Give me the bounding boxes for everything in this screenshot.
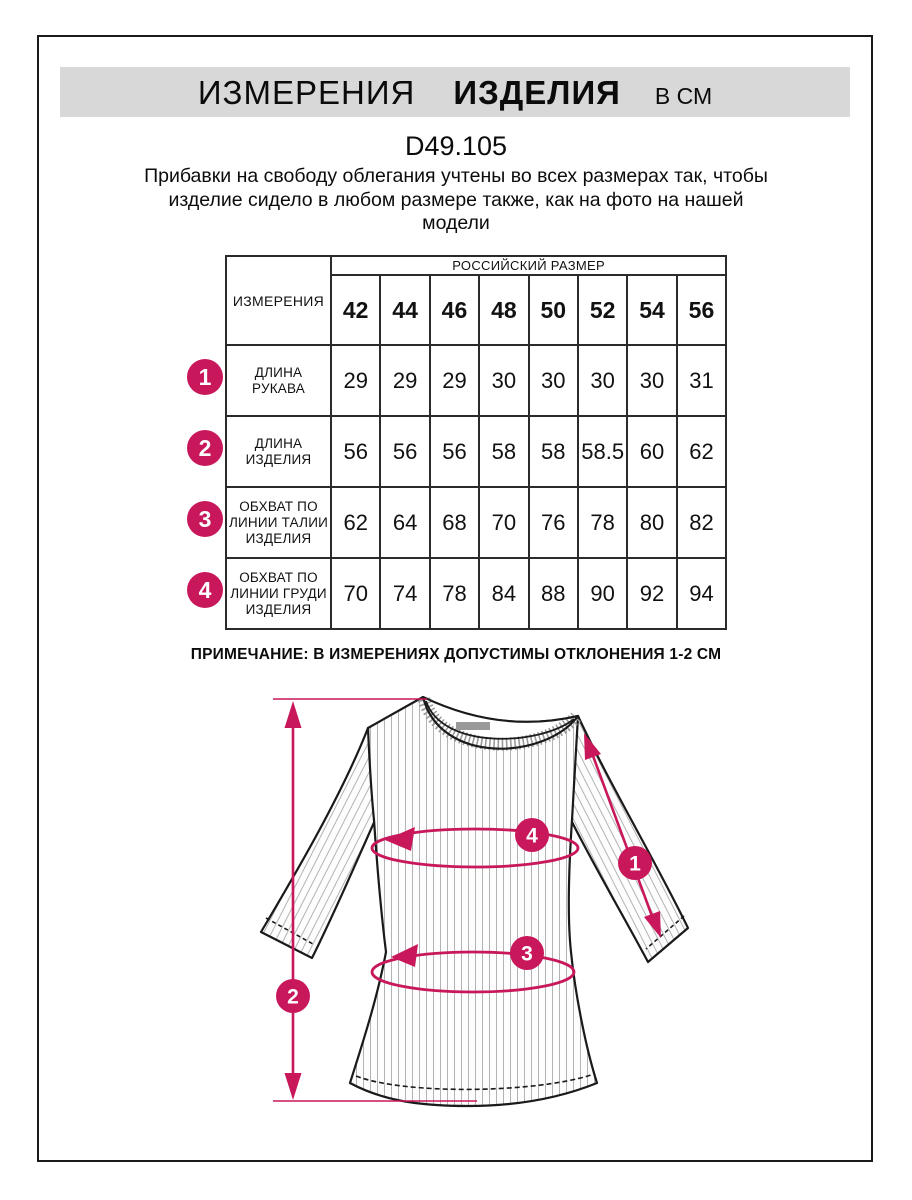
title-item: ИЗДЕЛИЯ [453,74,621,111]
measurement-value-cell: 78 [430,558,479,629]
measurement-value-cell: 90 [578,558,627,629]
measurement-value-cell: 68 [430,487,479,558]
measurements-table [225,255,727,630]
measurement-value-cell: 56 [331,416,380,487]
svg-text:3: 3 [521,942,533,966]
measurement-value-cell: 78 [578,487,627,558]
measurement-value-cell: 70 [479,487,528,558]
size-header: 44 [380,275,429,345]
measurement-value-cell: 64 [380,487,429,558]
title-unit-cm: В СМ [654,83,713,109]
title-measurements: ИЗМЕРЕНИЯ [197,74,416,111]
measurement-value-cell: 70 [331,558,380,629]
measurement-value-cell: 62 [677,416,726,487]
measurement-value-cell: 31 [677,345,726,416]
measurement-value-cell: 56 [430,416,479,487]
table-row-chest-girth [226,558,726,629]
intro-line: модели [422,212,490,234]
svg-text:1: 1 [629,852,641,876]
row-label: ОБХВАТ ПО ЛИНИИ ТАЛИИ ИЗДЕЛИЯ [226,487,331,558]
svg-text:4: 4 [526,824,538,848]
size-group-header: РОССИЙСКИЙ РАЗМЕР [331,256,726,275]
measurement-value-cell: 30 [578,345,627,416]
product-code: D49.105 [404,131,508,161]
measurement-value-cell: 94 [677,558,726,629]
measurement-value-cell: 30 [529,345,578,416]
size-header: 46 [430,275,479,345]
size-header: 48 [479,275,528,345]
measurement-value-cell: 29 [331,345,380,416]
measurement-value-cell: 92 [627,558,676,629]
measurement-value-cell: 58 [529,416,578,487]
measurement-value-cell: 60 [627,416,676,487]
measurement-value-cell: 80 [627,487,676,558]
garment-body [350,697,597,1106]
svg-text:2: 2 [287,985,299,1009]
measurement-value-cell: 88 [529,558,578,629]
measurement-value-cell: 62 [331,487,380,558]
measurement-value-cell: 82 [677,487,726,558]
diagram-marker-3 [510,936,544,970]
measurement-value-cell: 74 [380,558,429,629]
diagram-marker-2 [276,979,310,1013]
measurement-value-cell: 58 [479,416,528,487]
intro-line: Прибавки на свободу облегания учтены во всех размерах так, чтобы [144,165,768,187]
size-header: 56 [677,275,726,345]
measurement-value-cell: 58.5 [578,416,627,487]
note-text: ПРИМЕЧАНИЕ: В ИЗМЕРЕНИЯХ ДОПУСТИМЫ ОТКЛОНЕНИЯ 1-2 СМ [190,646,722,663]
neck-label-tag [456,722,490,730]
table-row-sleeve-length [226,345,726,416]
table-row-waist-girth [226,487,726,558]
size-header: 52 [578,275,627,345]
measurement-value-cell: 29 [380,345,429,416]
garment-diagram [255,680,715,1120]
measurement-value-cell: 29 [430,345,479,416]
measurement-value-cell: 30 [479,345,528,416]
table-row-item-length [226,416,726,487]
intro-line: изделие сидело в любом размере также, как на фото на нашей [168,188,744,211]
measurement-value-cell: 76 [529,487,578,558]
measurement-value-cell: 30 [627,345,676,416]
row-marker-1: 1 [187,359,223,395]
intro-text [0,165,912,236]
row-marker-2: 2 [187,430,223,466]
row-label: ДЛИНА РУКАВА [226,345,331,416]
size-header: 50 [529,275,578,345]
size-header: 54 [627,275,676,345]
length-arrow-head-bottom [285,1073,302,1100]
measurement-value-cell: 56 [380,416,429,487]
diagram-marker-4 [515,818,549,852]
measurement-value-cell: 84 [479,558,528,629]
corner-header: ИЗМЕРЕНИЯ [226,256,331,345]
diagram-marker-1 [618,846,652,880]
size-header: 42 [331,275,380,345]
row-label: ДЛИНА ИЗДЕЛИЯ [226,416,331,487]
row-marker-4: 4 [187,572,223,608]
row-label: ОБХВАТ ПО ЛИНИИ ГРУДИ ИЗДЕЛИЯ [226,558,331,629]
length-arrow-head-top [285,701,302,728]
row-marker-3: 3 [187,501,223,537]
left-sleeve [261,728,376,958]
title-bar [60,67,850,117]
